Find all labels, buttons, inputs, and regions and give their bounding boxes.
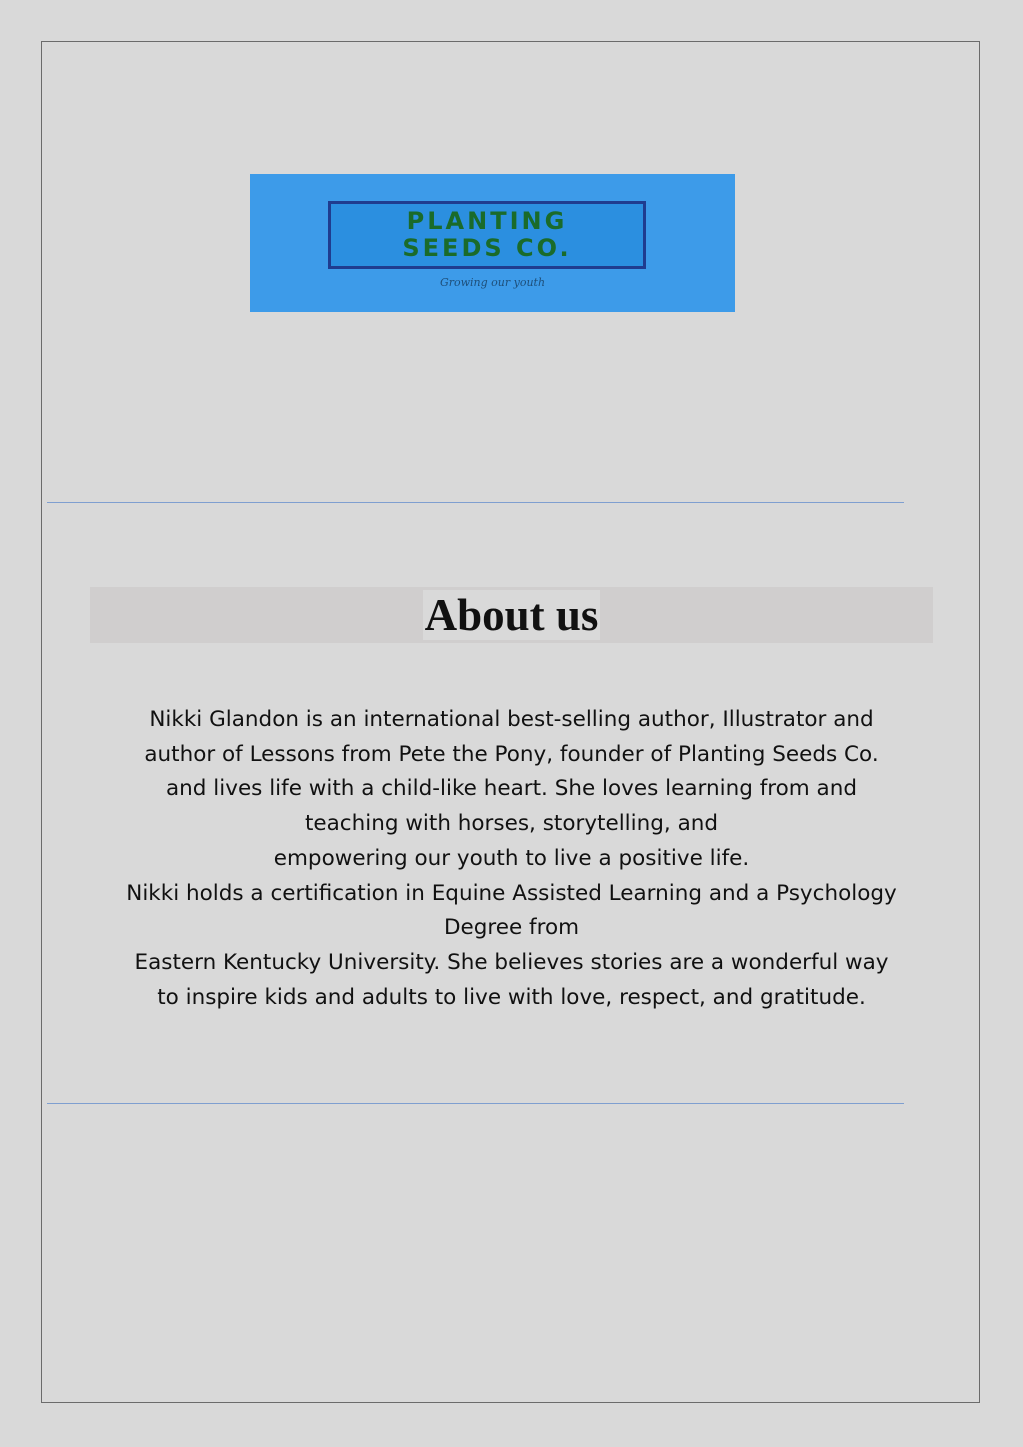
- logo-wordmark-box: [328, 201, 646, 269]
- bio-line: empowering our youth to live a positive life.: [273, 845, 750, 871]
- logo-line-1: PLANTING: [406, 207, 568, 235]
- divider-bottom: [47, 1103, 904, 1104]
- about-bio: [60, 703, 963, 1015]
- logo-tagline: Growing our youth: [439, 276, 546, 289]
- bio-line: teaching with horses, storytelling, and: [304, 811, 719, 837]
- bio-line: Nikki holds a certification in Equine Assisted Learning and a Psychology: [126, 880, 897, 906]
- bio-line: to inspire kids and adults to live with love, respect, and gratitude.: [157, 984, 866, 1010]
- bio-line: Degree from: [443, 915, 580, 941]
- planting-seeds-logo: [250, 174, 735, 312]
- divider-top: [47, 502, 904, 503]
- bio-line: and lives life with a child-like heart. She loves learning from and: [165, 776, 858, 802]
- about-heading-band: [90, 587, 933, 643]
- bio-line: Nikki Glandon is an international best-selling author, Illustrator and: [149, 707, 874, 732]
- page-title: [90, 587, 933, 643]
- logo-line-2: SEEDS CO.: [402, 234, 572, 262]
- bio-line: author of Lessons from Pete the Pony, founder of Planting Seeds Co.: [144, 741, 879, 767]
- page-title-text: About us: [424, 590, 599, 640]
- bio-line: Eastern Kentucky University. She believes stories are a wonderful way: [134, 949, 889, 975]
